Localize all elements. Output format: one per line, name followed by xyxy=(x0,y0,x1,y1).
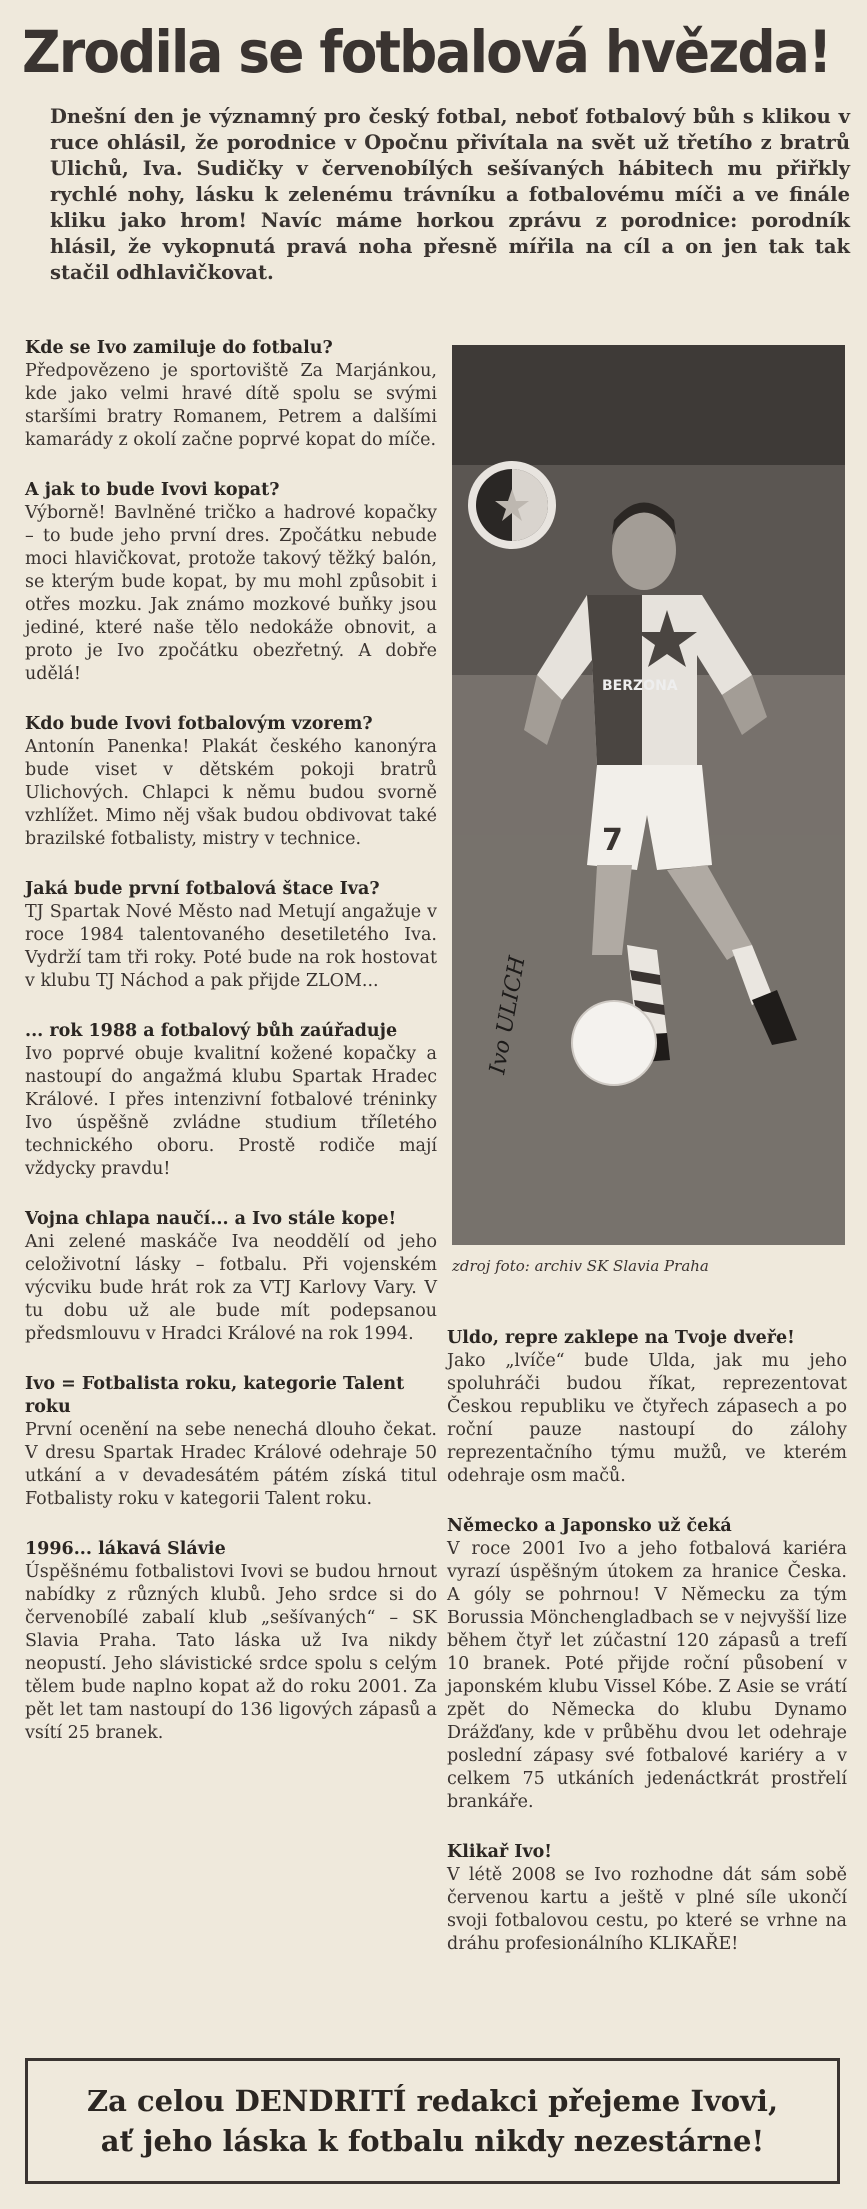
section-vojna xyxy=(25,1208,437,1346)
slavia-badge-icon xyxy=(468,461,556,549)
section-body: Ivo poprvé obuje kvalitní kožené kopačky a nastoupí do angažmá klubu Spartak Hradec Králové. I přes intenzivní fotbalové tréninky Ivo úspěšně zvládne studium tříletého technického oboru. Prostě rodiče mají vždycky pravdu! xyxy=(25,1044,437,1179)
section-body: TJ Spartak Nové Město nad Metují angažuje v roce 1984 talentovaného desetiletého Iva. Vydrží tam tři roky. Poté bude na rok hostovat v klubu TJ Náchod a pak přijde ZLOM... xyxy=(25,902,437,991)
right-column xyxy=(447,1327,847,1983)
left-column xyxy=(25,337,437,1772)
section-body: Antonín Panenka! Plakát českého kanonýra bude viset v dětském pokoji bratrů Ulichových. Chlapci k němu budou svorně vzhlížet. Mimo něj však budou obdivovat také brazilské fotbalisty, mistry v technice. xyxy=(25,737,437,849)
section-nemecko-japonsko xyxy=(447,1515,847,1814)
player-photo-illustration xyxy=(452,345,845,1245)
section-heading: Kde se Ivo zamiluje do fotbalu? xyxy=(25,338,333,358)
photo-credit: zdroj foto: archiv SK Slavia Praha xyxy=(452,1257,709,1275)
section-rok-1988 xyxy=(25,1020,437,1181)
section-heading: Klikař Ivo! xyxy=(447,1842,552,1862)
section-body: Výborně! Bavlněné tričko a hadrové kopačky – to bude jeho první dres. Zpočátku nebude moci hlavičkovat, protože takový těžký balón, se kterým bude kopat, by mu mohl způsobit i otřes mozku. Jak známo mozkové buňky jsou jediné, které naše tělo nedokáže obnovit, a proto je Ivo zpočátku obezřetný. A dobře udělá! xyxy=(25,503,437,684)
section-heading: Vojna chlapa naučí... a Ivo stále kope! xyxy=(25,1209,397,1229)
section-body: Úspěšnému fotbalistovi Ivovi se budou hrnout nabídky z různých klubů. Jeho srdce si do červenobílé zabalí klub „sešívaných“ – SK Slavia Praha. Tato láska už Iva nikdy neopustí. Jeho slávistické srdce spolu s celým tělem bude naplno kopat až do roku 2001. Za pět let tam nastoupí do 136 ligových zápasů a vsítí 25 branek. xyxy=(25,1562,437,1743)
section-body: Předpovězeno je sportoviště Za Marjánkou, kde jako velmi hravé dítě spolu se svými staršími bratry Romanem, Petrem a dalšími kamarády z okolí začne poprvé kopat do míče. xyxy=(25,361,437,450)
article-intro: Dnešní den je významný pro český fotbal, neboť fotbalový bůh s klikou v ruce ohlásil, že porodnice v Opočnu přivítala na svět už třetího z bratrů Ulichů, Iva. Sudičky v červenobílých sešívaných hábitech mu přiřkly rychlé nohy, lásku k zelenému trávníku a fotbalovému míči a ve finále kliku jako hrom! Navíc máme horkou zprávu z porodnice: porodník hlásil, že vykopnutá pravá noha přesně mířila na cíl a on jen tak tak stačil odhlavičkovat. xyxy=(50,105,850,284)
section-heading: Ivo = Fotbalista roku, kategorie Talent roku xyxy=(25,1374,405,1417)
section-heading: Kdo bude Ivovi fotbalovým vzorem? xyxy=(25,714,373,734)
article-headline: Zrodila se fotbalová hvězda! xyxy=(22,18,831,86)
section-vzor xyxy=(25,713,437,851)
dedication-line-2: ať jeho láska k fotbalu nikdy nezestárne! xyxy=(100,2124,765,2158)
section-prvni-stace xyxy=(25,878,437,993)
player-photo xyxy=(452,345,845,1245)
section-body: V létě 2008 se Ivo rozhodne dát sám sobě červenou kartu a ještě v plné síle ukončí svoji fotbalovou cestu, po které se vrhne na dráhu profesionálního KLIKAŘE! xyxy=(447,1865,847,1954)
section-slavie xyxy=(25,1538,437,1745)
section-kopat xyxy=(25,479,437,686)
section-heading: Jaká bude první fotbalová štace Iva? xyxy=(25,879,380,899)
dedication-line-1: Za celou DENDRITÍ redakci přejeme Ivovi, xyxy=(86,2084,779,2118)
dedication-box xyxy=(25,2058,840,2184)
jersey-sponsor: BERZONA xyxy=(602,678,678,694)
section-body: V roce 2001 Ivo a jeho fotbalová kariéra vyrazí úspěšným útokem za hranice Česka. A góly se pohrnou! V Německu za tým Borussia Mönchengladbach se v nejvyšší lize během čtyř let zúčastní 120 zápasů a trefí 10 branek. Poté přijde roční působení v japonském klubu Vissel Kóbe. Z Asie se vrátí zpět do Německa do klubu Dynamo Drážďany, kde v průběhu dvou let odehraje poslední zápasy své fotbalové kariéry a v celkem 75 utkáních jedenáctkrát prostřelí brankáře. xyxy=(447,1539,847,1812)
section-klikar xyxy=(447,1841,847,1956)
section-body: Ani zelené maskáče Iva neoddělí od jeho celoživotní lásky – fotbalu. Při vojenském výcviku bude hrát rok za VTJ Karlovy Vary. V tu dobu už ale bude mít podepsanou předsmlouvu v Hradci Králové na rok 1994. xyxy=(25,1232,437,1344)
section-zamiluje xyxy=(25,337,437,452)
section-heading: ... rok 1988 a fotbalový bůh zaúřaduje xyxy=(25,1021,398,1041)
section-heading: Německo a Japonsko už čeká xyxy=(447,1516,732,1536)
section-fotbalista-roku xyxy=(25,1373,437,1511)
section-body: Jako „lvíče“ bude Ulda, jak mu jeho spoluhráči budou říkat, reprezentovat Českou republiku ve čtyřech zápasech a po roční pauze nastoupí do zálohy reprezentačního týmu mužů, ve kterém odehraje osm mačů. xyxy=(447,1351,847,1486)
section-heading: 1996... lákavá Slávie xyxy=(25,1539,226,1559)
player-autograph: Ivo ULICH xyxy=(485,954,531,1077)
section-heading: A jak to bude Ivovi kopat? xyxy=(25,480,280,500)
section-repre xyxy=(447,1327,847,1488)
section-body: První ocenění na sebe nenechá dlouho čekat. V dresu Spartak Hradec Králové odehraje 50 utkání a v devadesátém pátém získá titul Fotbalisty roku v kategorii Talent roku. xyxy=(25,1420,437,1509)
shorts-number: 7 xyxy=(602,823,623,858)
section-heading: Uldo, repre zaklepe na Tvoje dveře! xyxy=(447,1328,795,1348)
